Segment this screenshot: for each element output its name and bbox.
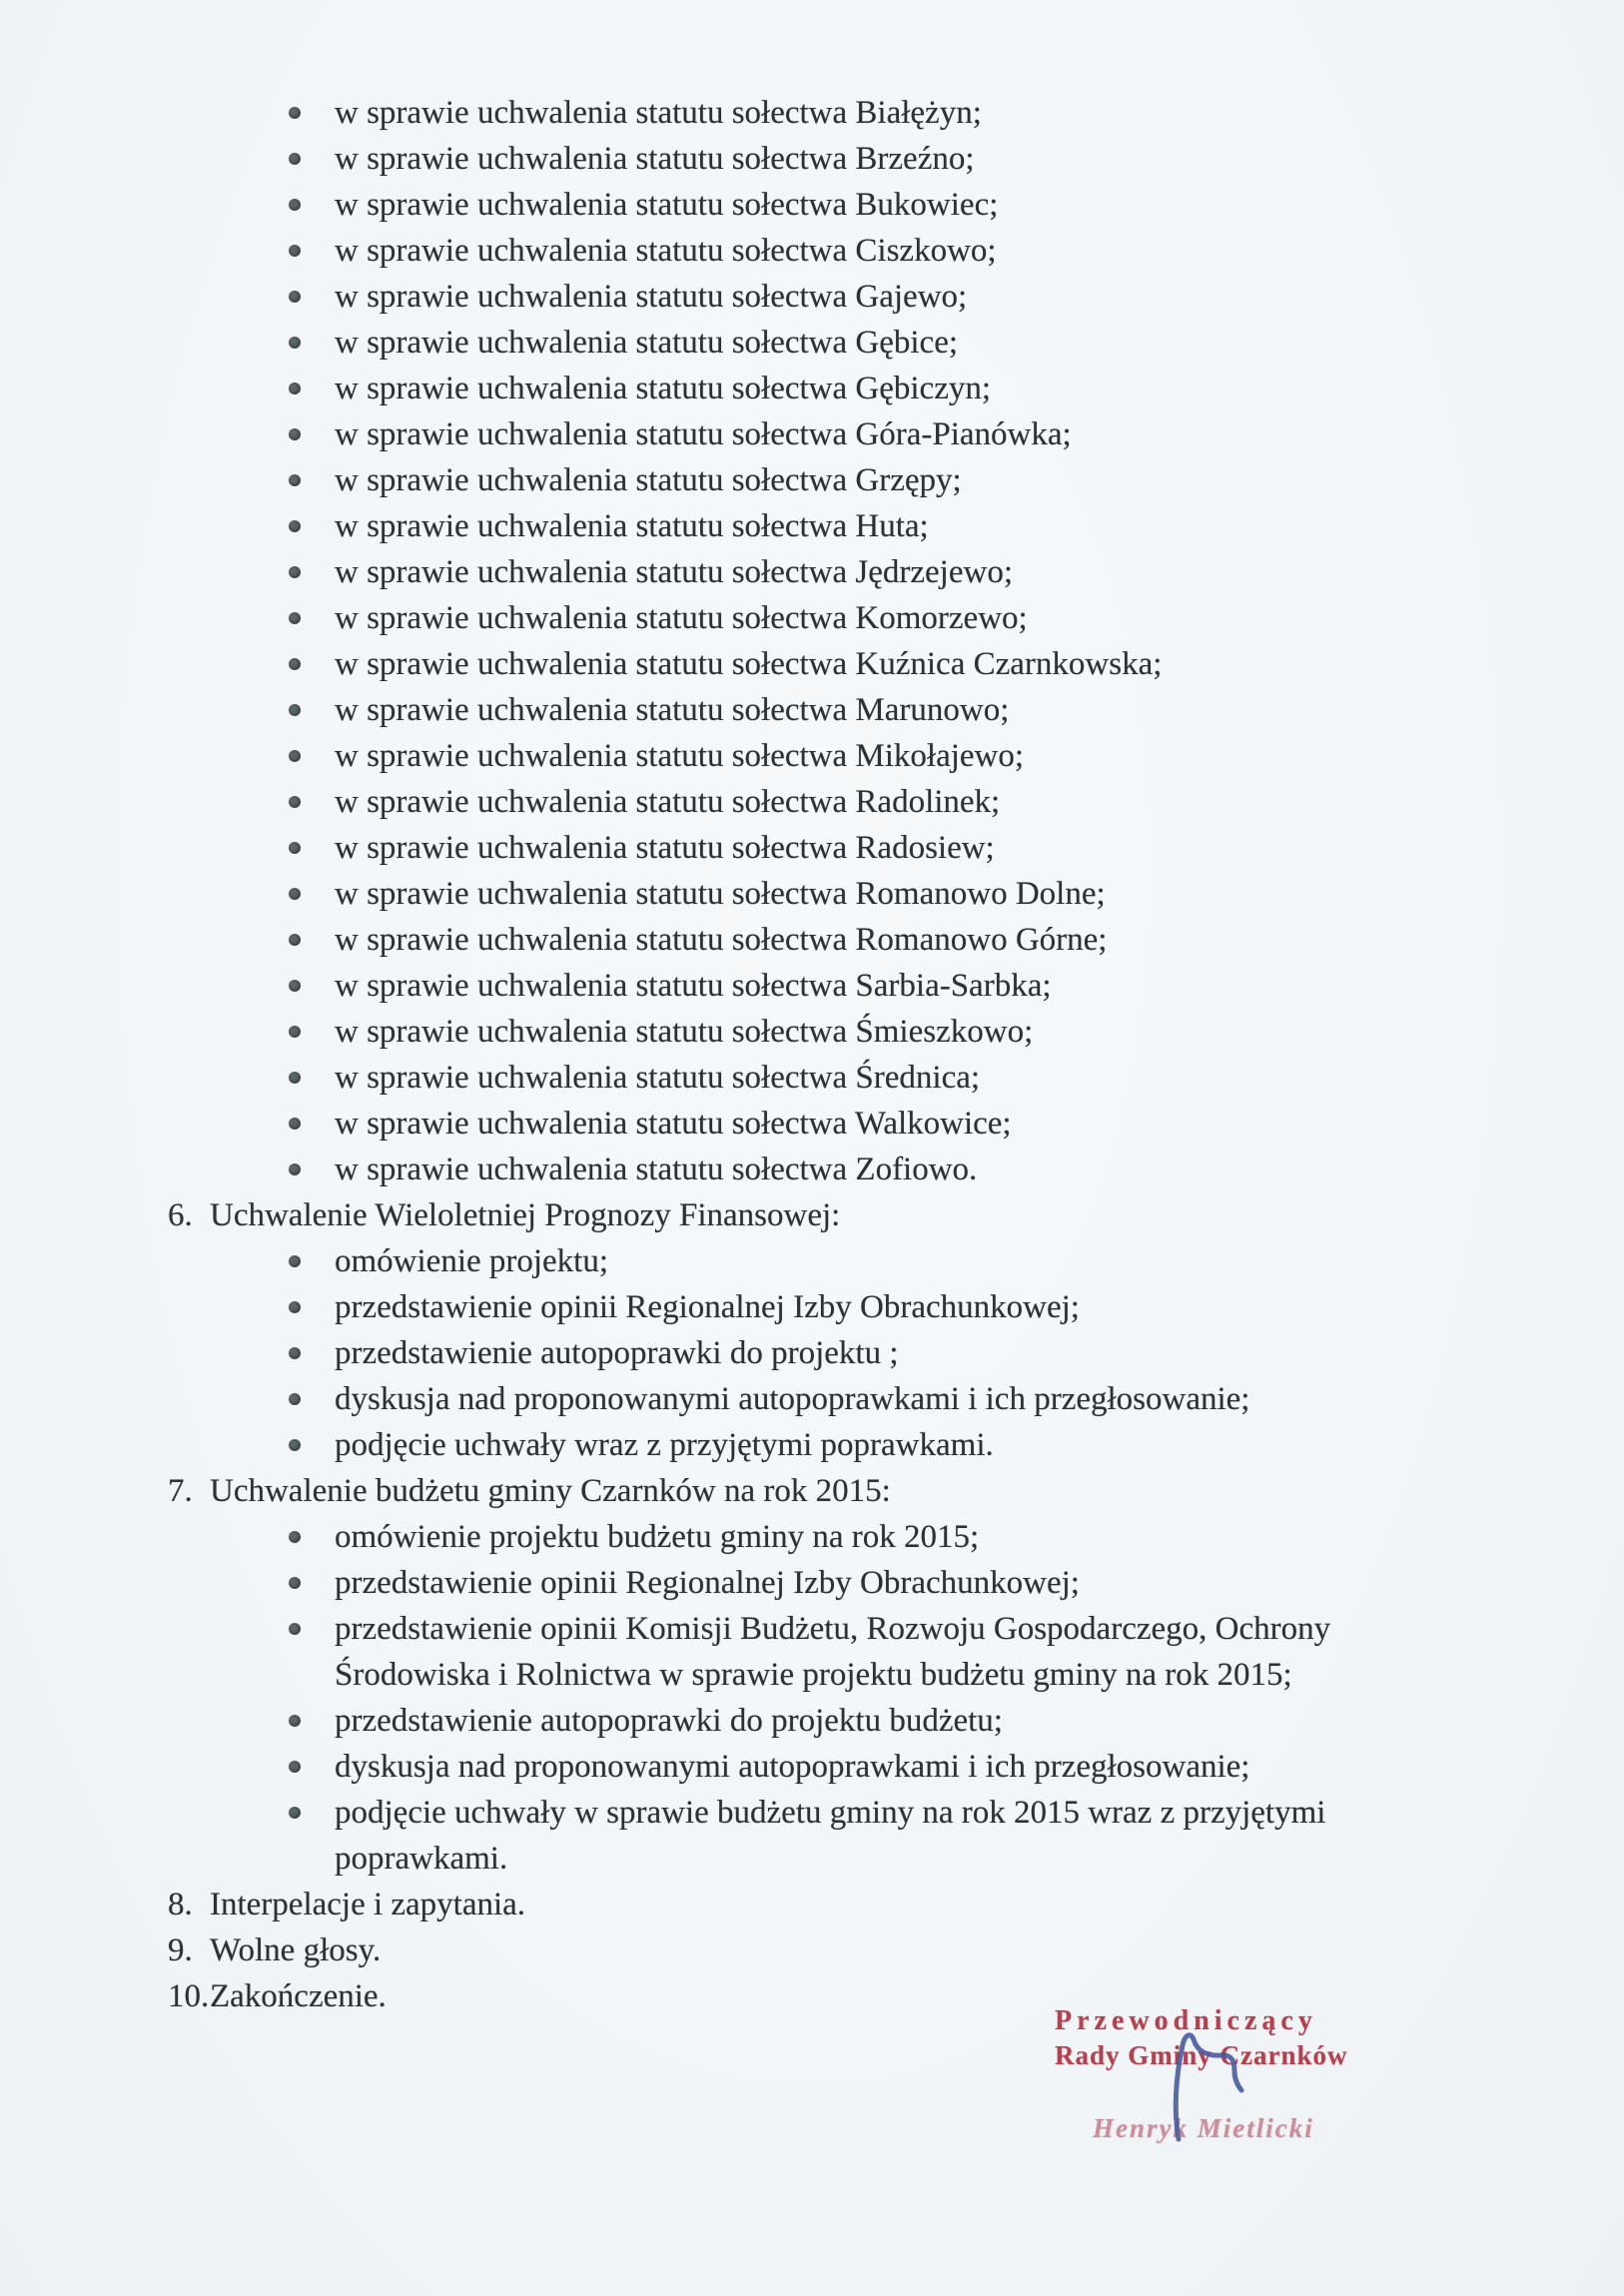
statute-bullet-item: [0, 228, 1483, 274]
statute-bullet-item: [0, 963, 1483, 1009]
bullet-icon: [289, 980, 301, 992]
statute-bullet-item: [0, 366, 1483, 411]
bullet-icon: [289, 842, 301, 854]
statute-bullet-item: [0, 549, 1483, 595]
statute-item-text: w sprawie uchwalenia statutu sołectwa Zofiowo.: [335, 1151, 978, 1187]
bullet-icon: [289, 291, 301, 303]
bullet-icon: [289, 474, 301, 486]
bullet-icon: [289, 1393, 301, 1405]
sub-bullet-text: omówienie projektu;: [335, 1243, 609, 1279]
agenda-item-6: [0, 1192, 1624, 1238]
signature-org-stamp: Rady Gminy Czarnków: [1055, 2040, 1348, 2070]
sub-bullet-item: [0, 1238, 1483, 1284]
statute-item-text: w sprawie uchwalenia statutu sołectwa Gajewo;: [335, 279, 968, 315]
sub-bullet-item: [0, 1606, 1483, 1698]
statute-bullet-item: [0, 733, 1483, 779]
agenda-item-8: [0, 1882, 1624, 1927]
agenda-item-number: 8.: [168, 1887, 193, 1922]
signature-block: [1055, 2005, 1414, 2144]
bullet-icon: [289, 1531, 301, 1543]
bullet-icon: [289, 1761, 301, 1773]
bullet-icon: [289, 1577, 301, 1589]
bullet-icon: [289, 1301, 301, 1313]
statute-bullet-item: [0, 136, 1483, 182]
statute-item-text: w sprawie uchwalenia statutu sołectwa Radosiew;: [335, 830, 995, 866]
statute-bullet-item: [0, 503, 1483, 549]
bullet-icon: [289, 1715, 301, 1727]
statute-bullet-item: [0, 182, 1483, 228]
agenda-item-number: 9.: [168, 1932, 193, 1968]
statute-item-text: w sprawie uchwalenia statutu sołectwa Huta;: [335, 508, 929, 544]
sub-bullet-item: [0, 1284, 1483, 1330]
statute-item-text: w sprawie uchwalenia statutu sołectwa Radolinek;: [335, 784, 1001, 820]
bullet-icon: [289, 1026, 301, 1038]
statute-item-text: w sprawie uchwalenia statutu sołectwa Średnica;: [335, 1060, 981, 1096]
statute-item-text: w sprawie uchwalenia statutu sołectwa Góra-Pianówka;: [335, 416, 1072, 452]
sub-bullet-item: [0, 1790, 1483, 1882]
bullet-icon: [289, 337, 301, 349]
bullet-icon: [289, 1623, 301, 1635]
bullet-icon: [289, 245, 301, 257]
bullet-icon: [289, 566, 301, 578]
statute-bullet-item: [0, 871, 1483, 917]
statute-bullet-item: [0, 320, 1483, 366]
bullet-icon: [289, 107, 301, 119]
statute-bullet-item: [0, 274, 1483, 320]
sub-bullet-text: dyskusja nad proponowanymi autopoprawkami i ich przegłosowanie;: [335, 1749, 1250, 1785]
agenda-item-7: [0, 1468, 1624, 1514]
bullet-icon: [289, 520, 301, 532]
statute-item-text: w sprawie uchwalenia statutu sołectwa Kuźnica Czarnkowska;: [335, 646, 1163, 682]
sub-bullet-text: podjęcie uchwały w sprawie budżetu gminy na rok 2015 wraz z przyjętymi poprawkami.: [335, 1795, 1326, 1877]
bullet-icon: [289, 796, 301, 808]
statute-item-text: w sprawie uchwalenia statutu sołectwa Gębice;: [335, 325, 959, 361]
bullet-icon: [289, 704, 301, 716]
statute-item-text: w sprawie uchwalenia statutu sołectwa Bukowiec;: [335, 187, 999, 223]
bullet-icon: [289, 1163, 301, 1175]
bullet-icon: [289, 428, 301, 440]
sub-bullet-item: [0, 1514, 1483, 1560]
agenda-item-title: Uchwalenie Wieloletniej Prognozy Finansowej:: [210, 1197, 841, 1233]
statute-bullet-item: [0, 641, 1483, 687]
sub-bullet-item: [0, 1422, 1483, 1468]
statute-bullet-item: [0, 457, 1483, 503]
bullet-icon: [289, 1255, 301, 1267]
statute-bullet-item: [0, 595, 1483, 641]
bullet-icon: [289, 1807, 301, 1819]
statute-item-text: w sprawie uchwalenia statutu sołectwa Sarbia-Sarbka;: [335, 968, 1052, 1004]
sub-bullet-text: omówienie projektu budżetu gminy na rok 2015;: [335, 1519, 980, 1555]
agenda-item-title: Interpelacje i zapytania.: [210, 1887, 526, 1922]
sub-bullet-item: [0, 1330, 1483, 1376]
statute-bullet-item: [0, 1101, 1483, 1147]
statute-item-text: w sprawie uchwalenia statutu sołectwa Ciszkowo;: [335, 233, 997, 269]
bullet-icon: [289, 888, 301, 900]
sub-bullet-item: [0, 1698, 1483, 1744]
agenda-item-title: Zakończenie.: [210, 1978, 387, 2014]
statute-item-text: w sprawie uchwalenia statutu sołectwa Śmieszkowo;: [335, 1014, 1034, 1050]
bullet-icon: [289, 658, 301, 670]
statute-item-text: w sprawie uchwalenia statutu sołectwa Białężyn;: [335, 95, 982, 131]
sub-bullet-text: przedstawienie opinii Komisji Budżetu, Rozwoju Gospodarczego, Ochrony Środowiska i Rolnictwa w sprawie projektu budżetu gminy na rok 2015;: [335, 1611, 1331, 1693]
statute-bullet-item: [0, 779, 1483, 825]
bullet-icon: [289, 153, 301, 165]
sub-bullet-text: przedstawienie autopoprawki do projektu budżetu;: [335, 1703, 1003, 1739]
statute-bullet-item: [0, 687, 1483, 733]
signature-name-stamp: Henryk Mietlicki: [1093, 2113, 1314, 2143]
bullet-icon: [289, 1118, 301, 1130]
statute-item-text: w sprawie uchwalenia statutu sołectwa Marunowo;: [335, 692, 1010, 728]
agenda-item-number: 7.: [168, 1473, 193, 1509]
statute-item-text: w sprawie uchwalenia statutu sołectwa Jędrzejewo;: [335, 554, 1013, 590]
agenda-item-number: 6.: [168, 1197, 193, 1233]
bullet-icon: [289, 934, 301, 946]
bullet-icon: [289, 1347, 301, 1359]
sub-bullet-text: przedstawienie autopoprawki do projektu ;: [335, 1335, 899, 1371]
agenda-list: [0, 90, 1624, 2019]
bullet-icon: [289, 1072, 301, 1084]
statute-item-text: w sprawie uchwalenia statutu sołectwa Romanowo Górne;: [335, 922, 1108, 958]
bullet-icon: [289, 750, 301, 762]
statute-bullet-item: [0, 90, 1483, 136]
sub-bullet-item: [0, 1376, 1483, 1422]
bullet-icon: [289, 199, 301, 211]
statute-item-text: w sprawie uchwalenia statutu sołectwa Brzeźno;: [335, 141, 975, 177]
sub-bullet-text: przedstawienie opinii Regionalnej Izby Obrachunkowej;: [335, 1289, 1080, 1325]
agenda-item-title: Uchwalenie budżetu gminy Czarnków na rok 2015:: [210, 1473, 891, 1509]
statute-item-text: w sprawie uchwalenia statutu sołectwa Mikołajewo;: [335, 738, 1025, 774]
statute-item-text: w sprawie uchwalenia statutu sołectwa Walkowice;: [335, 1106, 1012, 1142]
statute-item-text: w sprawie uchwalenia statutu sołectwa Gębiczyn;: [335, 371, 992, 406]
statute-bullet-item: [0, 1147, 1483, 1192]
sub-bullet-text: dyskusja nad proponowanymi autopoprawkami i ich przegłosowanie;: [335, 1381, 1250, 1417]
signature-role-stamp: Przewodniczący: [1055, 2005, 1317, 2036]
bullet-icon: [289, 612, 301, 624]
bullet-icon: [289, 1439, 301, 1451]
statute-bullet-item: [0, 825, 1483, 871]
sub-bullet-text: przedstawienie opinii Regionalnej Izby Obrachunkowej;: [335, 1565, 1080, 1601]
agenda-item-9: [0, 1927, 1624, 1973]
statute-bullet-item: [0, 917, 1483, 963]
agenda-item-number: 10.: [168, 1978, 210, 2014]
bullet-icon: [289, 383, 301, 394]
statute-bullet-item: [0, 411, 1483, 457]
sub-bullet-item: [0, 1560, 1483, 1606]
statute-bullet-item: [0, 1055, 1483, 1101]
statute-item-text: w sprawie uchwalenia statutu sołectwa Grzępy;: [335, 462, 962, 498]
agenda-item-title: Wolne głosy.: [210, 1932, 382, 1968]
sub-bullet-item: [0, 1744, 1483, 1790]
sub-bullet-text: podjęcie uchwały wraz z przyjętymi poprawkami.: [335, 1427, 994, 1463]
statute-item-text: w sprawie uchwalenia statutu sołectwa Romanowo Dolne;: [335, 876, 1106, 912]
statute-bullet-item: [0, 1009, 1483, 1055]
statute-item-text: w sprawie uchwalenia statutu sołectwa Komorzewo;: [335, 600, 1028, 636]
